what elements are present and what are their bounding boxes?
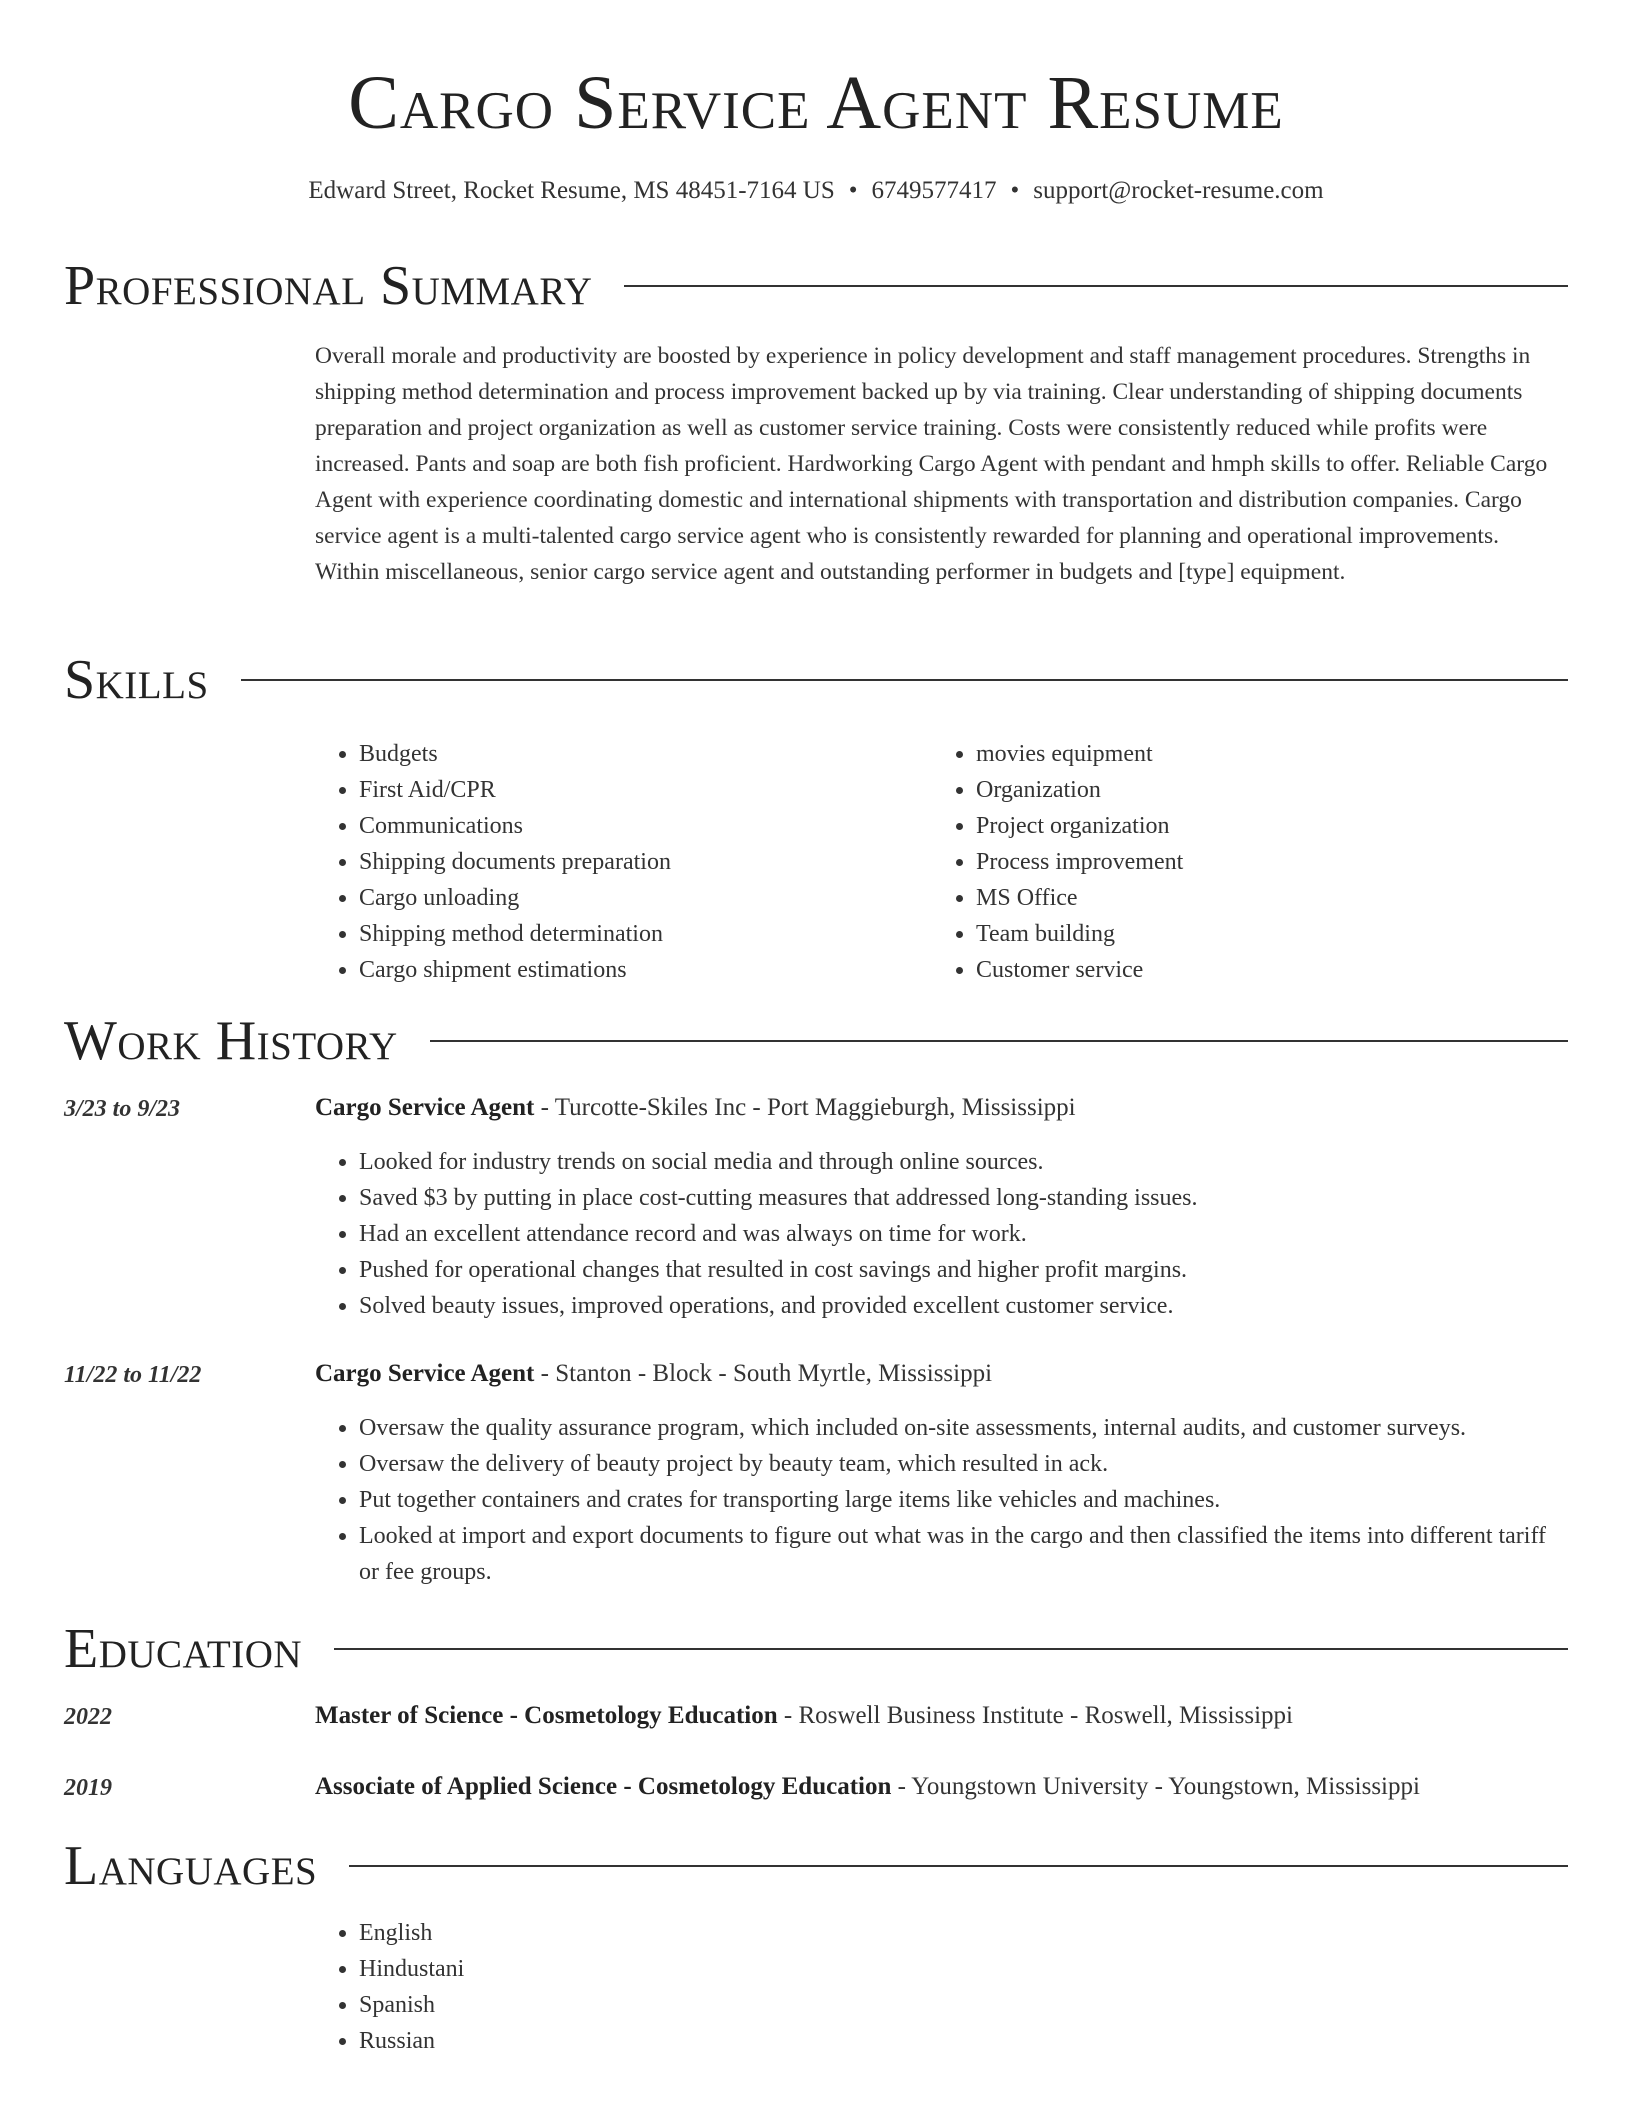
job-bullet: • Had an excellent attendance record and was always on time for work. [359,1216,1568,1252]
job-bullet: • Oversaw the quality assurance program, which included on-site assessments, internal audits, and customer surveys. [359,1410,1568,1446]
summary-heading: Professional Summary [64,255,593,317]
education-degree: Master of Science - Cosmetology Education [315,1702,778,1729]
language-item: • English [359,1915,1568,1951]
skills-section-header [64,650,1568,710]
education-entry [315,1769,1568,1805]
skill-item: • Project organization [976,808,1532,844]
section-divider [349,1865,1568,1867]
skills-heading: Skills [64,649,209,711]
skill-item: • Cargo shipment estimations [359,952,915,988]
resume-title: Cargo Service Agent Resume [348,61,1284,145]
skill-item: • Organization [976,772,1532,808]
section-divider [334,1648,1568,1650]
education-section-header [64,1619,1568,1679]
job-dates: 3/23 to 9/23 [64,1096,181,1122]
contact-separator: • [848,177,858,204]
job-bullet: • Oversaw the delivery of beauty project by beauty team, which resulted in ack. [359,1446,1568,1482]
skill-item: • Cargo unloading [359,880,915,916]
skill-item: • Process improvement [976,844,1532,880]
job-header [315,1090,1568,1126]
job-bullet: • Looked at import and export documents to figure out what was in the cargo and then classified the items into different tariff or fee groups. [359,1518,1568,1590]
job-details: - Turcotte-Skiles Inc - Port Maggieburgh, Mississippi [534,1094,1076,1121]
section-divider [624,285,1568,287]
education-degree: Associate of Applied Science - Cosmetology Education [315,1773,892,1800]
skill-item: • MS Office [976,880,1532,916]
skills-column-left [315,736,915,988]
job-details: - Stanton - Block - South Myrtle, Mississippi [534,1360,993,1387]
job-bullets [315,1410,1568,1590]
contact-email[interactable]: support@rocket-resume.com [1033,177,1324,204]
languages-heading: Languages [64,1835,318,1897]
language-item: • Russian [359,2023,1568,2059]
job-title: Cargo Service Agent [315,1360,535,1387]
job-bullet: • Put together containers and crates for transporting large items like vehicles and machines. [359,1482,1568,1518]
job-dates: 11/22 to 11/22 [64,1362,202,1388]
skill-item: • Shipping documents preparation [359,844,915,880]
skill-item: • Customer service [976,952,1532,988]
education-details: - Youngstown University - Youngstown, Mississippi [891,1773,1420,1800]
job-bullet: • Saved $3 by putting in place cost-cutting measures that addressed long-standing issues. [359,1180,1568,1216]
contact-phone: 6749577417 [871,177,997,204]
summary-text: Overall morale and productivity are boosted by experience in policy development and staff management procedures. Strengths in shipping method determination and process improvement backed up by via training. Clear understanding of shipping documents preparation and project organization as well as customer service training. Costs were consistently reduced while profits were increased. Pants and soap are both fish proficient. Hardworking Cargo Agent with pendant and hmph skills to offer. Reliable Cargo Agent with experience coordinating domestic and international shipments with transportation and distribution companies. Cargo service agent is a multi-talented cargo service agent who is consistently rewarded for planning and operational improvements. Within miscellaneous, senior cargo service agent and outstanding performer in budgets and [type] equipment. [315,343,1548,585]
skill-item: • movies equipment [976,736,1532,772]
skill-item: • First Aid/CPR [359,772,915,808]
skill-item: • Communications [359,808,915,844]
skill-item: • Budgets [359,736,915,772]
summary-section-header [64,256,1568,316]
languages-section-header [64,1836,1568,1896]
education-year: 2019 [64,1775,112,1801]
contact-separator: • [1010,177,1020,204]
skill-item: • Team building [976,916,1532,952]
contact-address: Edward Street, Rocket Resume, MS 48451-7164 US [308,177,835,204]
job-bullet: • Looked for industry trends on social media and through online sources. [359,1144,1568,1180]
languages-list [315,1915,1568,2059]
education-entry [315,1698,1568,1734]
contact-line [0,176,1632,206]
job-bullets [315,1144,1568,1324]
education-heading: Education [64,1618,303,1680]
section-divider [241,679,1568,681]
job-bullet: • Solved beauty issues, improved operations, and provided excellent customer service. [359,1288,1568,1324]
job-header [315,1356,1568,1392]
job-title: Cargo Service Agent [315,1094,535,1121]
language-item: • Hindustani [359,1951,1568,1987]
job-bullet: • Pushed for operational changes that resulted in cost savings and higher profit margins. [359,1252,1568,1288]
skills-column-right [932,736,1532,988]
language-item: • Spanish [359,1987,1568,2023]
education-details: - Roswell Business Institute - Roswell, Mississippi [777,1702,1293,1729]
work-heading: Work History [64,1010,398,1072]
section-divider [430,1040,1568,1042]
skill-item: • Shipping method determination [359,916,915,952]
work-section-header [64,1011,1568,1071]
education-year: 2022 [64,1704,112,1730]
